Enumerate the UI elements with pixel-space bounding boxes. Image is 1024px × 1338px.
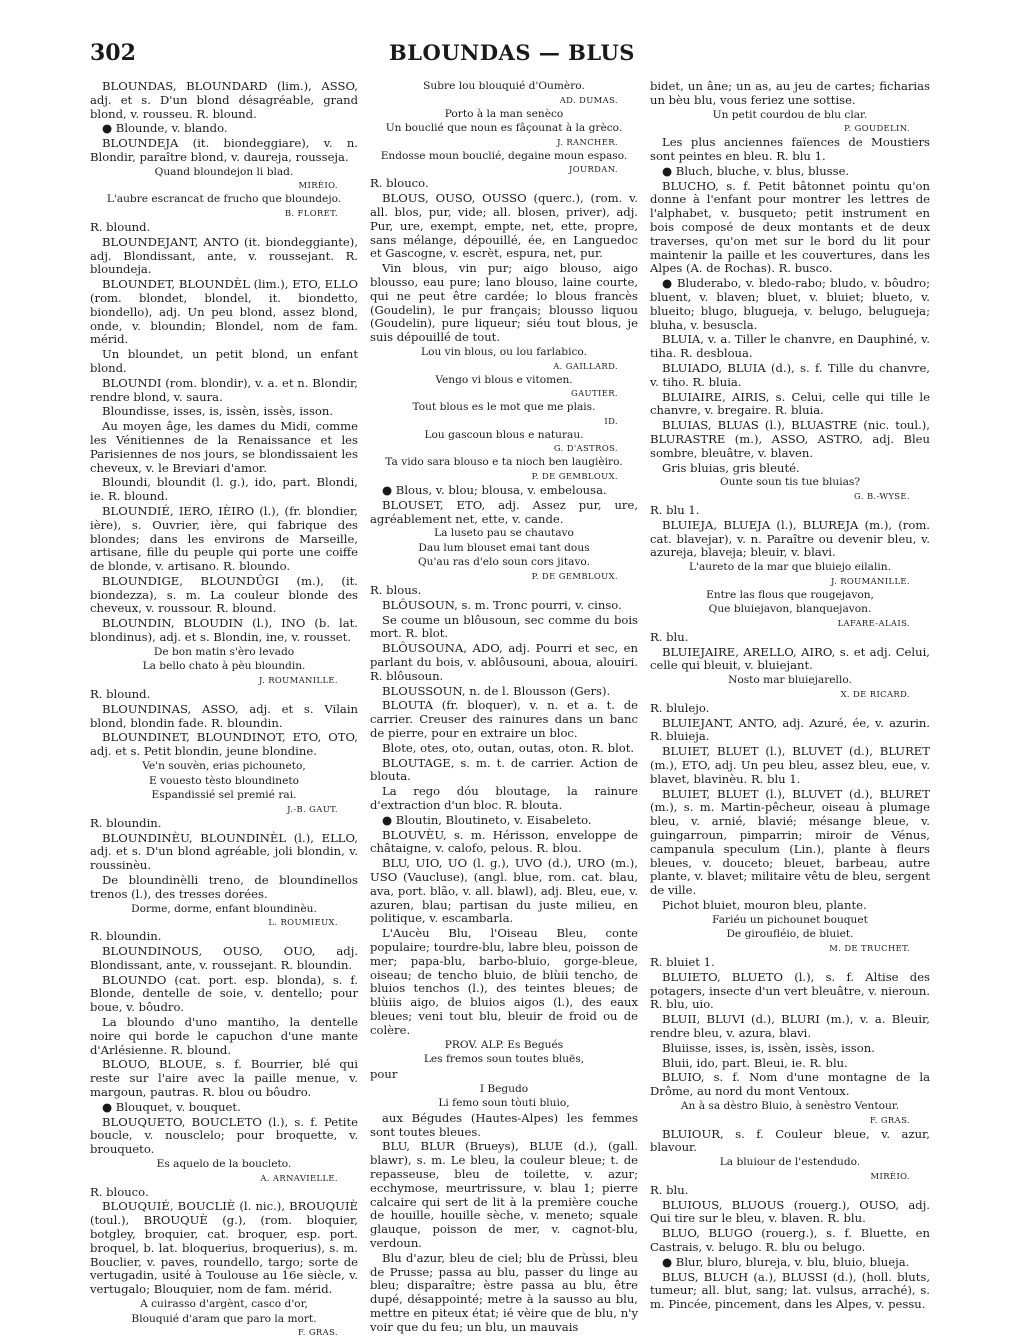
dict-entry: Blu d'azur, bleu de ciel; blu de Prùssi, bleu de Prusse; passa au blu, passer du linge au bleu; disparaître; èstre passa au blu, être dupé, désappointé; metre à la sausso au blu, mettre en piteux état; ié vèire que de blu, n'y voir que du feu; un blu, un mauvais [370, 1250, 638, 1334]
quote-attribution: J. RANCHER. [557, 136, 618, 147]
quote-line: La bello chato à pèu bloundin. [142, 660, 306, 673]
quote-line: Dau lum blouset emai tant dous [418, 541, 590, 554]
dict-entry: BLUIET, BLUET (l.), BLUVET (d.), BLURET (m.), ETO, adj. Un peu bleu, assez bleu, eue, v. blavet, blavinèu. R. blu 1. [650, 744, 930, 786]
quote-line: De giroufléio, de bluiet. [726, 928, 854, 941]
quote-line: Un bouclié que noun es fâçounat à la grèco. [385, 122, 623, 135]
dict-entry: BLUIEJAIRE, ARELLO, AIRO, s. et adj. Celui, celle qui bleuit, v. bluiejant. [650, 644, 930, 673]
quote-line: La luseto pau se chautavo [434, 527, 574, 540]
quote-attribution: F. GRAS. [297, 1327, 338, 1338]
quote-line: A cuirasso d'argènt, casco d'or, [140, 1297, 308, 1310]
quote-attribution: ID. [604, 415, 618, 426]
dict-entry: BLUIADO, BLUIA (d.), s. f. Tille du chanvre, v. tiho. R. bluia. [650, 360, 930, 389]
dict-entry: BLOUS, OUSO, OUSSO (querc.), (rom. v. all. blos, pur, vide; all. blosen, priver), adj. Pur, ure, exempt, empte, net, ette, propre, sans mélange, dépouillé, ée, en Languedoc et Gascogne, v. escrèt, espura, net, pur. [370, 191, 638, 261]
dict-entry: Bloundi, bloundit (l. g.), ido, part. Blondi, ie. R. blound. [90, 475, 358, 504]
dict-entry: BLU, UIO, UO (l. g.), UVO (d.), URO (m.), USO (Vaucluse), (angl. blue, rom. cat. blau, ava, port. blão, v. all. blawl), adj. Bleu, eue, v. azuren, blau; partisan du juste milieu, en politique, v. escambarla. [370, 856, 638, 926]
quote-attribution: P. DE GEMBLOUX. [531, 470, 618, 481]
quote-attribution: B. FLORET. [284, 207, 338, 218]
quote-line: Endosse moun bouclié, degaine moun espaso. [380, 149, 628, 162]
quote-line: Quand bloundejon li blad. [154, 165, 294, 178]
quote-attribution: M. DE TRUCHET. [829, 943, 910, 953]
reference-line: R. bloundin. [90, 929, 162, 944]
dict-entry: BLUIAIRE, AIRIS, s. Celui, celle qui tille le chanvre, v. bregaire. R. bluia. [650, 389, 930, 418]
page-header [0, 40, 1024, 70]
reference-line: R. blu. [650, 1182, 689, 1197]
quote-line: L'aureto de la mar que bluiejo eilalin. [689, 561, 891, 574]
quote-attribution: GAUTIER. [571, 388, 618, 399]
dict-entry: BLOUNDINAS, ASSO, adj. et s. Vilain blond, blondin fade. R. bloundin. [90, 701, 358, 730]
dict-entry-continued: bidet, un âne; un as, au jeu de cartes; ficharias un bèu blu, vous feriez une sottise. [650, 79, 930, 107]
quote-line: La bluiour de l'estendudo. [719, 1156, 861, 1169]
quote-line: Li femo soun tòuti bluio, [438, 1097, 570, 1110]
dict-entry: BLUCHO, s. f. Petit bâtonnet pointu qu'on donne à l'enfant pour montrer les lettres de l'alphabet, v. busqueto; petit instrument en bois composé de deux montants et de deux traverses, qu'on met sur le bord du lit pour maintenir la paille et les couvertures, dans les Alpes (A. de Rochas). R. busco. [650, 178, 930, 276]
dict-entry: BLUIET, BLUET (l.), BLUVET (d.), BLURET (m.), s. m. Martin-pêcheur, oiseau à plumage bleu, v. arnié, blavié; mésange bleue, v. guingarroun, pimparrin; miroir de Vénus, campanula speculum (Lin.), plante à fleurs bleues, v. douceto; bleuet, barbeau, autre plante, v. blavet; militaire vêtu de bleu, sergent de ville. [650, 786, 930, 898]
dict-entry: Bloundisse, isses, is, issèn, issès, isson. [102, 404, 334, 419]
reference-line: R. blouco. [370, 176, 429, 191]
quote-attribution: J.-B. GAUT. [287, 803, 338, 814]
dict-entry: ● Blounde, v. blando. [102, 121, 228, 136]
quote-line: Vengo vi blous e vitomen. [435, 373, 573, 386]
reference-line: R. blouco. [90, 1184, 149, 1199]
quote-line: Lou gascoun blous e naturau. [424, 428, 584, 441]
quote-attribution: AD. DUMAS. [559, 94, 618, 105]
dict-entry: Bluiisse, isses, is, issèn, issès, isson. [662, 1040, 875, 1055]
quote-line: Entre las flous que rougejavon, [706, 588, 874, 601]
quote-attribution: A. GAILLARD. [553, 360, 618, 371]
dict-entry: ● Blur, bluro, blureja, v. blu, bluio, blueja. [662, 1254, 910, 1269]
reference-line: R. blulejo. [650, 700, 710, 715]
dict-entry: L'Aucèu Blu, l'Oiseau Bleu, conte populaire; tourdre-blu, labre bleu, poisson de mer; papa-blu, barbo-bluio, gorge-bleue, oiseau; de tencho bluio, de blùii tencho, de bluios tenchos (l.), des teintes bleues; de blùiis aigo, de bluios aigos (l.), des eaux bleues; veni tout blu, bleuir de froid ou de colère. [370, 926, 638, 1037]
quote-line: Qu'au ras d'elo soun cors jitavo. [417, 556, 590, 569]
page-title: BLOUNDAS — BLUS [389, 40, 635, 65]
reference-line: R. blous. [370, 583, 422, 598]
quote-line: Ve'n souvèn, erias pichouneto, [142, 760, 306, 773]
quote-attribution: L. ROUMIEUX. [268, 917, 338, 928]
dict-entry: BLÔUSOUNA, ADO, adj. Pourri et sec, en parlant du bois, v. ablôusouni, aboua, alouiri. R. blôusoun. [370, 641, 638, 683]
quote-attribution: G. D'ASTROS. [553, 443, 618, 454]
quote-attribution: F. GRAS. [869, 1114, 910, 1125]
dict-entry: BLUIOUR, s. f. Couleur bleue, v. azur, blavour. [650, 1126, 930, 1155]
quote-line: Tout blous es le mot que me plais. [412, 401, 596, 414]
dict-entry: Pichot bluiet, mouron bleu, plante. [662, 898, 867, 913]
quote-line: De bon matin s'èro levado [153, 645, 295, 658]
quote-attribution: J. ROUMANILLE. [258, 675, 338, 686]
dict-entry: ● Blous, v. blou; blousa, v. embelousa. [382, 482, 607, 497]
dict-entry: BLOUNDI (rom. blondir), v. a. et n. Blondir, rendre blond, v. saura. [90, 375, 358, 404]
quote-line: Blouquié d'aram que paro la mort. [131, 1312, 317, 1325]
quote-attribution: G. B.-WYSE. [854, 490, 910, 501]
dict-entry: La rego dóu bloutage, la rainure d'extraction d'un bloc. R. blouta. [370, 784, 638, 813]
dict-entry: BLOUNDEJANT, ANTO (it. biondeggiante), adj. Blondissant, ante, v. roussejant. R. bloundeja. [90, 234, 358, 277]
quote-attribution: P. DE GEMBLOUX. [531, 571, 618, 582]
dict-entry: BLÔUSOUN, s. m. Tronc pourri, v. cinso. [382, 597, 622, 612]
dict-entry: Vin blous, vin pur; aigo blouso, aigo blousso, eau pure; lano blouso, laine courte, qui ne peut être cardée; lo blous francès (Goudelin), le pur français; blousso liquou (Goudelin), pure liqueur; siéu tout blous, je suis dépouillé de tout. [370, 261, 638, 345]
quote-line: Ounte soun tis tue bluias? [719, 476, 861, 489]
dict-entry: ● Bloutin, Bloutineto, v. Eisabeleto. [382, 812, 592, 827]
dict-entry: Les plus anciennes faïences de Moustiers sont peintes en bleu. R. blu 1. [650, 135, 930, 163]
dict-entry: BLOUNDINOUS, OUSO, OUO, adj. Blondissant, ante, v. roussejant. R. bloundin. [90, 944, 358, 972]
dict-entry: BLOUO, BLOUE, s. f. Bourrier, blé qui reste sur l'aire avec la paille menue, v. margoun, pautras. R. blou ou bôudro. [90, 1057, 358, 1099]
dict-entry: BLOUNDEJA (it. biondeggiare), v. n. Blondir, paraître blond, v. daureja, rousseja. [90, 136, 358, 164]
dict-entry: BLUIEJA, BLUEJA (l.), BLUREJA (m.), (rom. cat. blavejar), v. n. Paraître ou devenir bleu, v. azureja, blaveja; bleuir, v. blavi. [650, 517, 930, 560]
quote-line: Ta vido sara blouso e ta nioch ben laugièiro. [385, 456, 623, 469]
dict-entry: ● Bluch, bluche, v. blus, blusse. [662, 163, 850, 178]
dict-entry: BLU, BLUR (Brueys), BLUE (d.), (gall. blawr), s. m. Le bleu, la couleur bleue; t. de repasseuse, bleu de toilette, v. azur; ecchymose, meurtrissure, v. blau 1; pierre calcaire qui sert de lit à la première couche de houille, houille sèche, v. meneto; squale glauque, poisson de mer, v. cagnot-blu, verdoun. [370, 1139, 638, 1250]
dict-entry: BLOUSSOUN, n. de l. Blousson (Gers). [382, 683, 611, 698]
reference-line: pour [370, 1066, 398, 1081]
dict-entry: BLOUNDIN, BLOUDIN (l.), INO (b. lat. blondinus), adj. et s. Blondin, ine, v. rousset. [90, 616, 358, 645]
dict-entry: BLUII, BLUVI (d.), BLURI (m.), v. a. Bleuir, rendre bleu, v. azura, blavi. [650, 1012, 930, 1040]
dict-entry: aux Bégudes (Hautes-Alpes) les femmes sont toutes bleues. [370, 1110, 638, 1139]
dict-entry: De bloundinèlli treno, de bloundinellos trenos (l.), des tresses dorées. [90, 873, 358, 901]
quote-line: Subre lou blouquié d'Oumèro. [423, 80, 585, 92]
quote-line: Espandissié sel premié rai. [151, 789, 297, 802]
quote-line: PROV. ALP. Es Begués [444, 1038, 564, 1051]
dict-entry: BLUIA, v. a. Tiller le chanvre, en Dauphiné, v. tiha. R. desbloua. [650, 332, 930, 361]
quote-line: Lou vin blous, ou lou farlabico. [421, 345, 587, 358]
quote-line: Fariéu un pichounet bouquet [712, 913, 868, 926]
dict-entry: BLOUSET, ETO, adj. Assez pur, ure, agréablement net, ette, v. cande. [370, 497, 638, 526]
quote-line: Dorme, dorme, enfant bloundinèu. [131, 902, 317, 915]
page-number: 302 [90, 40, 136, 66]
dict-entry: ● Blouquet, v. bouquet. [102, 1099, 241, 1114]
quote-line: Es aquelo de la boucleto. [156, 1157, 292, 1170]
dict-entry: Se coume un blôusoun, sec comme du bois mort. R. blot. [370, 612, 638, 641]
dict-entry: Gris bluias, gris bleuté. [662, 460, 800, 475]
quote-line: L'aubre escrancat de frucho que bloundejo. [106, 193, 342, 206]
dict-entry: BLOUNDIGE, BLOUNDÛGI (m.), (it. biondezza), s. m. La couleur blonde des cheveux, v. roussour. R. blound. [90, 573, 358, 616]
column-right [650, 79, 930, 1312]
quote-line: E vouesto tèsto bloundineto [148, 774, 300, 787]
dict-entry: BLUIO, s. f. Nom d'une montagne de la Drôme, au nord du mont Ventoux. [650, 1070, 930, 1099]
dict-entry: BLOUNDINET, BLOUNDINOT, ETO, OTO, adj. et s. Petit blondin, jeune blondine. [90, 730, 358, 759]
dict-entry: BLOUQUIÉ, BOUCLIÈ (l. nic.), BROUQUIÈ (toul.), BROUQUÈ (g.), (rom. bloquier, botgley, broquier, cat. broquer, esp. port. broquel, b. lat. bloquerius, broquerius), s. m. Bouclier, v. paves, roundello, targo; sorte de vertugadin, usité à Toulouse au 16e siècle, v. vertugalo; Blouquier, nom de fam. mérid. [90, 1199, 358, 1297]
dict-entry: Blote, otes, oto, outan, outas, oton. R. blot. [382, 740, 635, 755]
dict-entry: La bloundo d'uno mantiho, la dentelle noire qui borde le capuchon d'une mante d'Arlésienne. R. blound. [90, 1014, 358, 1057]
quote-attribution: JOURDAN. [568, 164, 618, 175]
quote-line: I Begudo [479, 1082, 529, 1095]
dict-entry: BLOUQUETO, BOUCLETO (l.), s. f. Petite boucle, v. nousclelo; pour broquette, v. brouqueto. [90, 1114, 358, 1157]
dict-entry: BLUO, BLUGO (rouerg.), s. f. Bluette, en Castrais, v. belugo. R. blu ou belugo. [650, 1226, 930, 1254]
dict-entry: BLOUNDAS, BLOUNDARD (lim.), ASSO, adj. et s. D'un blond désagréable, grand blond, v. rousseu. R. blound. [90, 79, 358, 121]
reference-line: R. bluiet 1. [650, 955, 715, 969]
dict-entry: Bluii, ido, part. Bleui, ie. R. blu. [662, 1055, 848, 1070]
dict-entry: BLOUNDIÉ, IERO, IÈIRO (l.), (fr. blondier, ière), s. Ouvrier, ière, qui fabrique des blondes; dans les environs de Marseille, artisane, fille du peuple qui porte une coiffe de blonde, v. artisano. R. bloundo. [90, 503, 358, 574]
dict-entry: BLOUNDINÈU, BLOUNDINÈL (l.), ELLO, adj. et s. D'un blond agréable, joli blondin, v. roussinèu. [90, 830, 358, 873]
quote-line: Nosto mar bluiejarello. [728, 674, 852, 687]
dict-entry: BLOUTA (fr. bloquer), v. n. et a. t. de carrier. Creuser des rainures dans un banc de pierre, pour en extraire un bloc. [370, 698, 638, 741]
quote-attribution: LAFARE-ALAIS. [837, 617, 910, 628]
quote-line: Porto à la man senèco [444, 107, 564, 120]
quote-line: An à sa dèstro Bluio, à senèstro Ventour. [680, 1099, 900, 1112]
quote-attribution: X. DE RICARD. [840, 688, 910, 699]
dict-entry: BLUIAS, BLUAS (l.), BLUASTRE (nic. toul.), BLURASTRE (m.), ASSO, ASTRO, adj. Bleu sombre, bleuâtre, v. blaven. [650, 418, 930, 460]
quote-attribution: MIRÈIO. [298, 180, 338, 191]
quote-attribution: J. ROUMANILLE. [830, 575, 910, 586]
dict-entry: BLOUNDO (cat. port. esp. blonda), s. f. Blonde, dentelle de soie, v. dentello; pour boue, v. bôudro. [90, 972, 358, 1015]
reference-line: R. blound. [90, 687, 151, 702]
column-middle [370, 80, 638, 1334]
dict-entry: ● Bluderabo, v. bledo-rabo; bludo, v. bôudro; bluent, v. blaven; bluet, v. bluiet; blueto, v. blueito; blugo, blugueja, v. belugo, belugueja; bluha, v. besuscla. [650, 276, 930, 332]
dict-entry: BLOUNDET, BLOUNDÈL (lim.), ETO, ELLO (rom. blondet, blondel, it. biondetto, biondello), adj. Un peu blond, assez blond, onde, v. bloundin; Blondel, nom de fam. mérid. [90, 277, 358, 347]
quote-attribution: MIRÈIO. [870, 1170, 910, 1181]
dict-entry: BLUIEJANT, ANTO, adj. Azuré, ée, v. azurin. R. bluieja. [650, 715, 930, 744]
quote-attribution: A. ARNAVIELLE. [260, 1172, 338, 1183]
dict-entry: Un bloundet, un petit blond, un enfant blond. [90, 347, 358, 375]
dict-entry: BLUS, BLUCH (a.), BLUSSI (d.), (holl. bluts, tumeur; all. blut, sang; lat. vulsus, arraché), s. m. Pincée, pincement, dans les Alpes, v. pessu. [650, 1269, 930, 1312]
reference-line: R. blound. [90, 219, 151, 234]
reference-line: R. blu 1. [650, 502, 700, 517]
dict-entry: BLUIOUS, BLUOUS (rouerg.), OUSO, adj. Qui tire sur le bleu, v. blaven. R. blu. [650, 1197, 930, 1226]
dict-entry: BLUIETO, BLUETO (l.), s. f. Altise des potagers, insecte d'un vert bleuâtre, v. nieroun. R. blu, uio. [650, 969, 930, 1012]
quote-line: Les fremos soun toutes bluës, [423, 1053, 585, 1066]
dict-entry: BLOUTAGE, s. m. t. de carrier. Action de blouta. [370, 755, 638, 784]
quote-line: Que bluiejavon, blanquejavon. [708, 603, 872, 616]
column-left [90, 79, 358, 1338]
reference-line: R. blu. [650, 629, 689, 644]
dict-entry: BLOUVÈU, s. m. Hérisson, enveloppe de châtaigne, v. calofo, pelous. R. blou. [370, 827, 638, 856]
quote-attribution: P. GOUDELIN. [844, 123, 910, 134]
dict-entry: Au moyen âge, les dames du Midi, comme les Vénitiennes de la Renaissance et les Parisiennes de nos jours, se blondissaient les cheveux, v. le Breviari d'amor. [90, 419, 358, 475]
quote-line: Un petit courdou de blu clar. [712, 108, 868, 121]
reference-line: R. bloundin. [90, 815, 162, 830]
